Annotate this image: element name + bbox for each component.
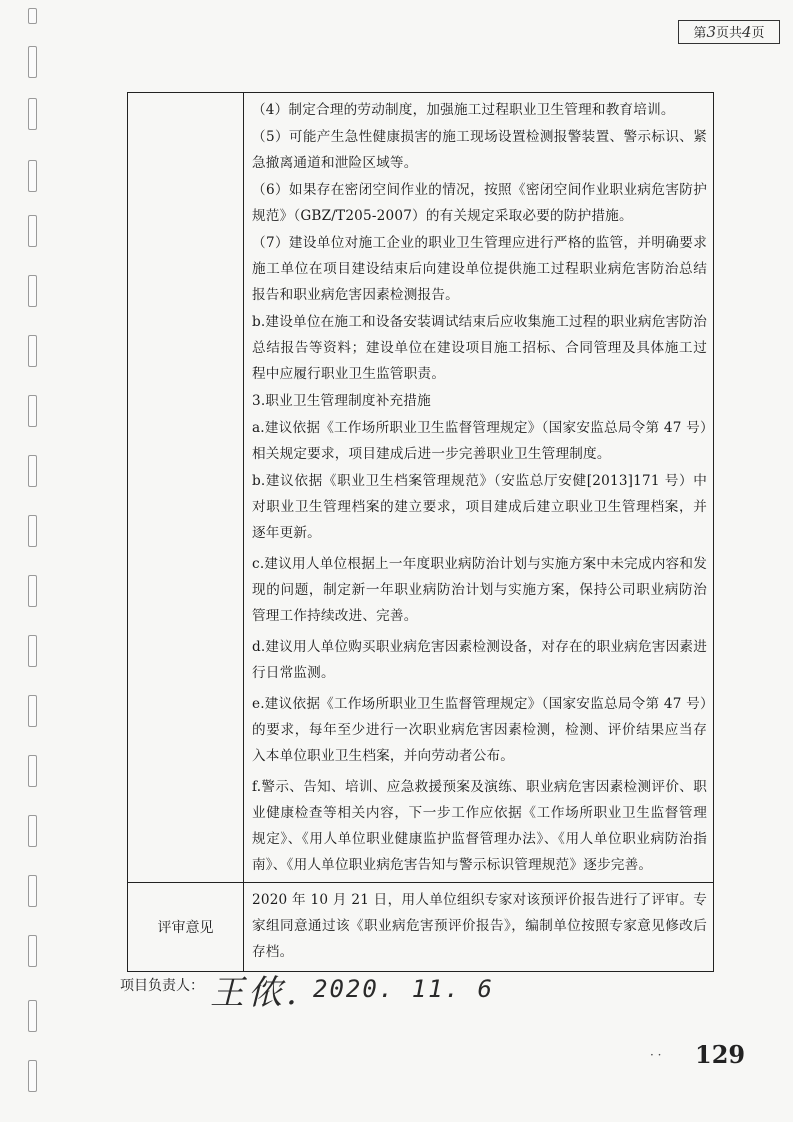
measures-content-cell bbox=[244, 93, 714, 883]
punch-hole bbox=[28, 160, 37, 192]
punch-hole bbox=[28, 695, 37, 727]
punch-hole bbox=[28, 275, 37, 307]
measures-label-cell bbox=[128, 93, 244, 883]
review-content-cell bbox=[244, 883, 714, 972]
review-text: 2020 年 10 月 21 日，用人单位组织专家对该预评价报告进行了评审。专家组同意通过该《职业病危害预评价报告》，编制单位按照专家意见修改后存档。 bbox=[252, 892, 707, 960]
punch-hole bbox=[28, 1000, 37, 1032]
punch-hole bbox=[28, 8, 37, 24]
suggestion-e: e.建议依据《工作场所职业卫生监督管理规定》（国家安监总局令第 47 号）的要求，每年至少进行一次职业病危害因素检测，检测、评价结果应当存入本单位职业卫生档案，并向劳动者公布。 bbox=[252, 696, 707, 764]
page-stamp-middle: 页共 bbox=[715, 26, 742, 41]
punch-hole bbox=[28, 755, 37, 787]
punch-hole bbox=[28, 935, 37, 967]
punch-hole bbox=[28, 395, 37, 427]
page-stamp-current: 3 bbox=[706, 23, 716, 41]
page-number: 129 bbox=[695, 1040, 746, 1069]
suggestion-f: f.警示、告知、培训、应急救援预案及演练、职业病危害因素检测评价、职业健康检查等相关内容，下一步工作应依据《工作场所职业卫生监督管理规定》、《用人单位职业健康监护监督管理办法》、《用人单位职业病防治指南》、《用人单位职业病危害告知与警示标识管理规范》逐步完善。 bbox=[252, 779, 707, 873]
punch-hole bbox=[28, 515, 37, 547]
signature-label: 项目负责人： bbox=[120, 978, 204, 994]
page-stamp-total: 4 bbox=[742, 23, 752, 41]
punch-hole bbox=[28, 815, 37, 847]
review-row bbox=[128, 883, 714, 972]
punch-hole bbox=[28, 875, 37, 907]
suggestion-b: b.建议依据《职业卫生档案管理规范》（安监总厅安健[2013]171 号）中对职业卫生管理档案的建立要求，项目建成后建立职业卫生管理档案，并逐年更新。 bbox=[252, 473, 707, 541]
punch-hole bbox=[28, 455, 37, 487]
measures-row bbox=[128, 93, 714, 883]
section-heading: 3.职业卫生管理制度补充措施 bbox=[252, 393, 431, 409]
page-stamp-prefix: 第 bbox=[693, 26, 707, 41]
punch-hole bbox=[28, 46, 37, 78]
punch-hole bbox=[28, 635, 37, 667]
punch-hole bbox=[28, 335, 37, 367]
punch-hole bbox=[28, 98, 37, 130]
signature-date: 2020. 11. 6 bbox=[313, 975, 494, 1003]
measure-item-4: （4）制定合理的劳动制度，加强施工过程职业卫生管理和教育培训。 bbox=[252, 102, 675, 118]
punch-hole bbox=[28, 1060, 37, 1092]
footer-mark: · · bbox=[650, 1048, 662, 1062]
measure-item-6: （6）如果存在密闭空间作业的情况，按照《密闭空间作业职业病危害防护规范》（GBZ/T205-2007）的有关规定采取必要的防护措施。 bbox=[252, 182, 707, 224]
page-stamp-suffix: 页 bbox=[751, 26, 765, 41]
review-label: 评审意见 bbox=[128, 883, 244, 972]
measure-item-b: b.建设单位在施工和设备安装调试结束后应收集施工过程的职业病危害防治总结报告等资料；建设单位在建设项目施工招标、合同管理及具体施工过程中应履行职业卫生监管职责。 bbox=[252, 314, 707, 382]
measure-item-7: （7）建设单位对施工企业的职业卫生管理应进行严格的监管，并明确要求施工单位在项目建设结束后向建设单位提供施工过程职业病危害防治总结报告和职业病危害因素检测报告。 bbox=[252, 235, 707, 303]
punch-hole bbox=[28, 575, 37, 607]
page-stamp bbox=[678, 20, 780, 44]
measure-item-5: （5）可能产生急性健康损害的施工现场设置检测报警装置、警示标识、紧急撤离通道和泄险区域等。 bbox=[252, 129, 707, 171]
punch-hole bbox=[28, 215, 37, 247]
suggestion-a: a.建议依据《工作场所职业卫生监督管理规定》（国家安监总局令第 47 号）相关规定要求，项目建成后进一步完善职业卫生管理制度。 bbox=[252, 420, 707, 462]
signature-name: 王侬. bbox=[210, 973, 301, 1013]
suggestion-c: c.建议用人单位根据上一年度职业病防治计划与实施方案中未完成内容和发现的问题，制定新一年职业病防治计划与实施方案，保持公司职业病防治管理工作持续改进、完善。 bbox=[252, 556, 707, 624]
suggestion-d: d.建议用人单位购买职业病危害因素检测设备，对存在的职业病危害因素进行日常监测。 bbox=[252, 639, 707, 681]
report-table bbox=[127, 92, 714, 972]
